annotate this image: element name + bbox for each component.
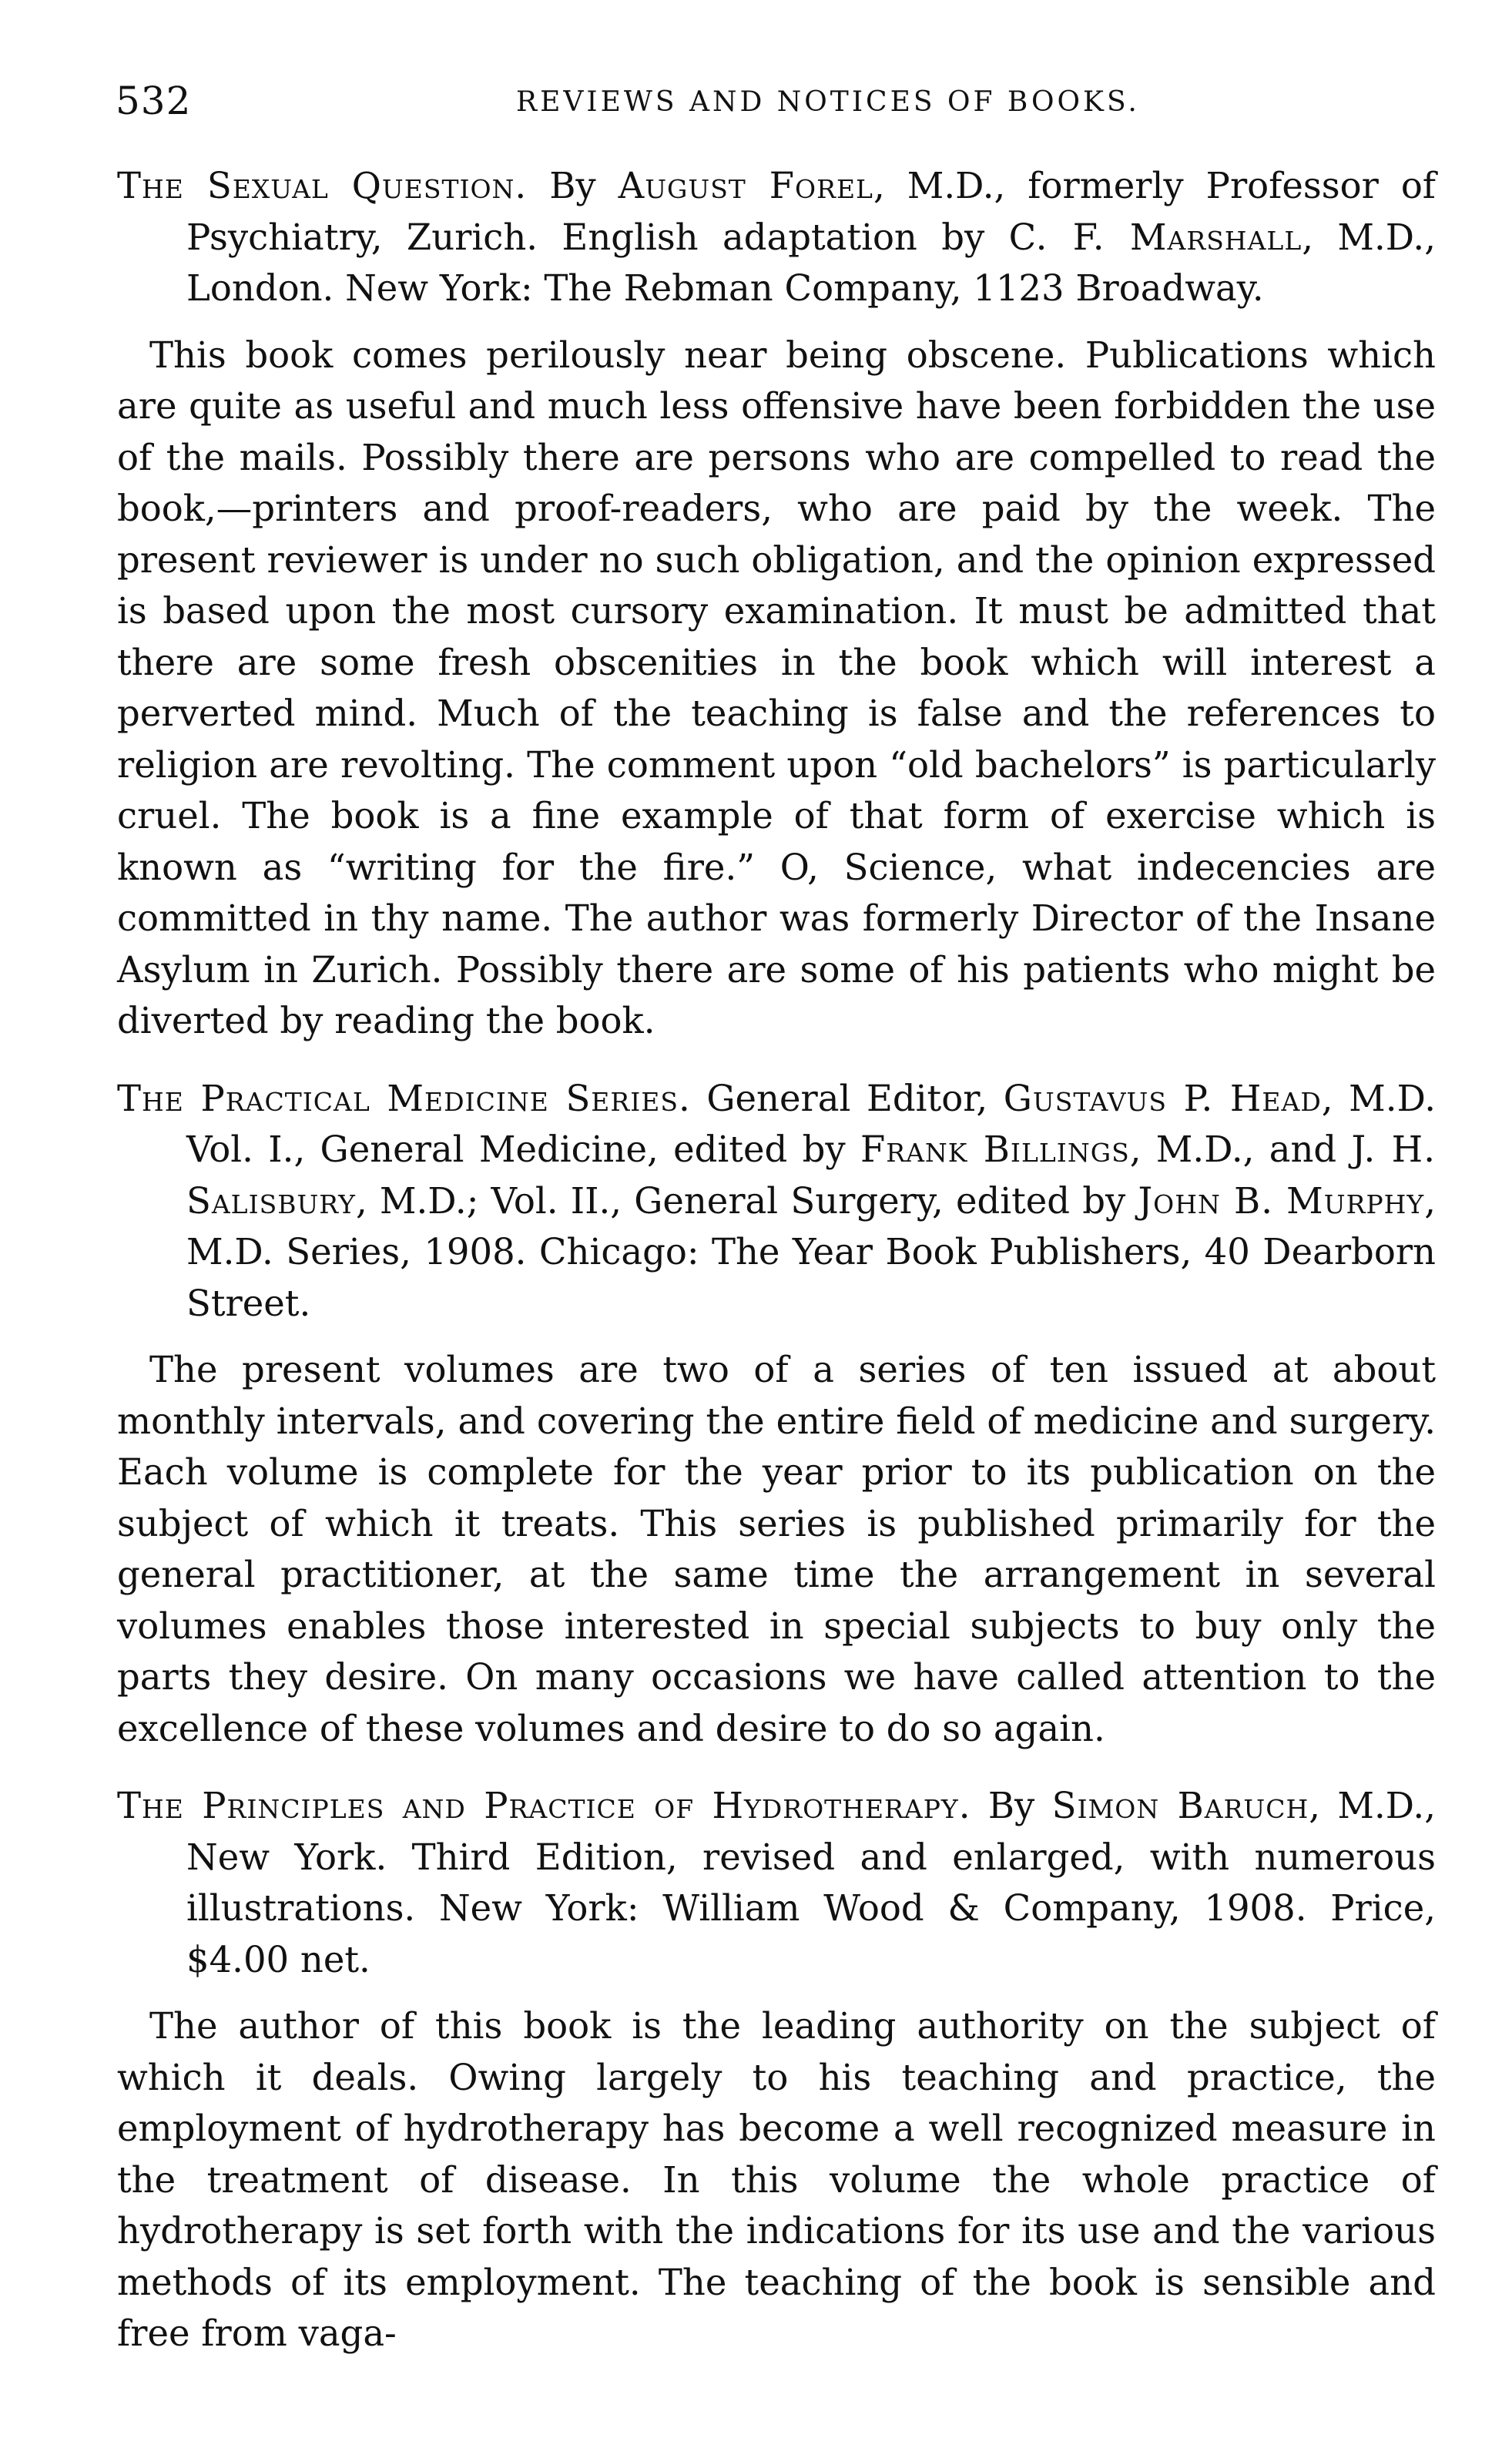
review-body: The present volumes are two of a series of ten issued at about monthly intervals, and covering the entire field of medicine and surgery. Each volume is complete for the year prior to its publication on the subject of which it treats. This series is published primarily for the general practitioner, at the same time the arrangement in several volumes enables those interested in special subjects to buy only the parts they desire. On many occasions we have called attention to the excellence of these volumes and desire to do so again.	[117, 1349, 1436, 1749]
book-author: August Forel	[618, 165, 873, 206]
book-title: The Sexual Question.	[117, 165, 528, 206]
review-body: This book comes perilously near being obscene. Publications which are quite as useful and much less offensive have been forbidden the use of the mails. Possibly there are persons who are compelled to read the book,—printers and proof-readers, who are paid by the week. The present reviewer is under no such obligation, and the opinion expressed is based upon the most cursory examination. It must be admitted that there are some fresh obscenities in the book which will interest a perverted mind. Much of the teaching is false and the references to religion are revolting. The comment upon “old bachelors” is particularly cruel. The book is a fine example of that form of exercise which is known as “writing for the fire.” O, Science, what indecencies are committed in thy name. The author was formerly Director of the Insane Asylum in Zurich. Possibly there are some of his patients who might be diverted by reading the book.	[117, 334, 1436, 1041]
book-citation	[117, 1780, 1436, 1985]
book-adapter: C. F. Marshall	[1008, 216, 1302, 258]
citation-text: , M.D.; Vol. II., General Surgery, edited by	[355, 1179, 1138, 1222]
citation-text: , M.D. Series, 1908. Chicago: The Year Book Publishers, 40 Dearborn Street.	[186, 1179, 1436, 1324]
citation-text: , M.D. Vol. I., General Medicine, edited by	[186, 1077, 1436, 1170]
reviews-content	[117, 160, 1436, 2359]
volume-editor: John B. Murphy	[1138, 1179, 1425, 1222]
citation-text: , M.D., formerly Professor of Psychiatry, Zurich. English adaptation by	[186, 165, 1437, 258]
volume-editor: J. H. Salisbury	[186, 1128, 1436, 1222]
citation-text: General Editor,	[690, 1077, 1004, 1119]
citation-tail: , M.D., London. New York: The Rebman Company, 1123 Broadway.	[186, 216, 1436, 309]
review-body: The author of this book is the leading authority on the subject of which it deals. Owing largely to his teaching and practice, the employment of hydrotherapy has become a well recognized measure in the treatment of disease. In this volume the whole practice of hydrotherapy is set forth with the indications for its use and the various methods of its employment. The teaching of the book is sensible and free from vaga-	[117, 2005, 1436, 2354]
book-title: The Practical Medicine Series.	[117, 1077, 691, 1119]
page-number: 532	[116, 79, 192, 123]
book-author: Simon Baruch	[1051, 1785, 1309, 1826]
volume-editor: Frank Billings	[860, 1128, 1130, 1170]
book-citation	[117, 1073, 1436, 1330]
review-entry	[117, 1073, 1436, 1755]
general-editor: Gustavus P. Head	[1003, 1077, 1322, 1119]
review-entry	[117, 1780, 1436, 2359]
citation-by: By	[971, 1785, 1052, 1826]
page-header	[116, 74, 1433, 128]
book-citation	[117, 160, 1436, 314]
review-entry	[117, 160, 1436, 1047]
running-head: REVIEWS AND NOTICES OF BOOKS.	[516, 86, 1140, 118]
citation-by: By	[549, 165, 596, 206]
citation-text: , M.D., and	[1129, 1128, 1352, 1170]
citation-text: , M.D., New York. Third Edition, revised and enlarged, with numerous illustrations. New York: William Wood & Company, 1908. Price, $4.00 net.	[186, 1785, 1436, 1980]
book-title: The Principles and Practice of Hydrotherapy.	[117, 1785, 971, 1826]
